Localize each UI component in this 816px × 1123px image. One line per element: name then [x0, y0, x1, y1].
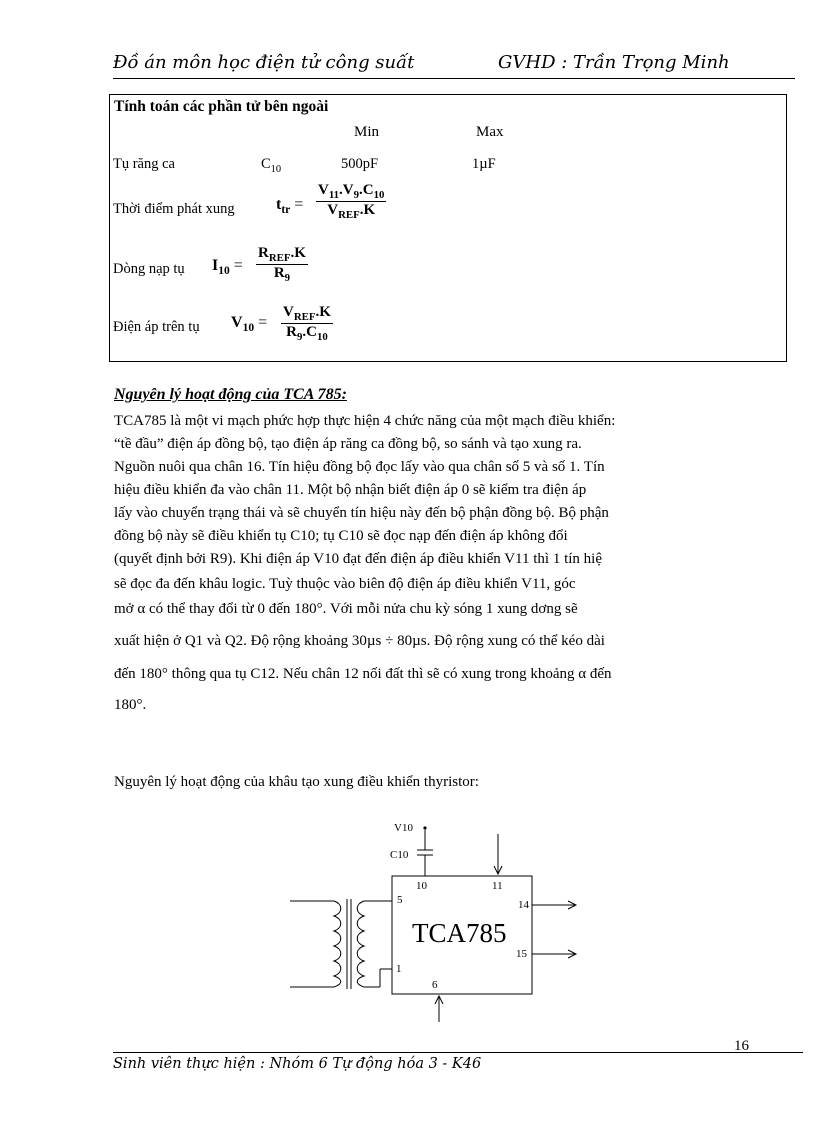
c10-label: C10 [390, 849, 409, 861]
pin-10-label: 10 [416, 880, 427, 892]
pin-14-label: 14 [518, 899, 529, 911]
page-number: 16 [734, 1038, 749, 1054]
trigger-row-label: Thời điểm phát xung [113, 201, 235, 217]
voltage-row-label: Điện áp trên tụ [113, 319, 200, 335]
paragraph-line-4: hiệu điều khiển đa vào chân 11. Một bộ nhận biết điện áp 0 sẽ kiểm tra điện áp [114, 482, 587, 498]
external-components-box [109, 94, 787, 362]
page-header [113, 52, 795, 79]
pin-6-arrowhead [435, 996, 443, 1004]
paragraph-line-8: sẽ đọc đa đến khâu logic. Tuỳ thuộc vào biên độ điện áp điều khiển V11, góc [114, 576, 576, 592]
pin-6-label: 6 [432, 979, 438, 991]
paragraph-line-10: xuất hiện ở Q1 và Q2. Độ rộng khoảng 30µs ÷ 80µs. Độ rộng xung có thể kéo dài [114, 633, 605, 649]
v10-node [423, 826, 426, 829]
header-supervisor: GVHD : Trần Trọng Minh [498, 52, 730, 73]
pin-5-label: 5 [397, 894, 403, 906]
header-course-title: Đồ án môn học điện tử công suất [113, 52, 415, 73]
footer-student-group: Sinh viên thực hiện : Nhóm 6 Tự động hóa 3 - K46 [113, 1056, 482, 1072]
trigger-formula-fraction: $V_{11}.V_9.C_{10}$ $V_{REF}.K$ [318, 182, 385, 221]
chip-body [392, 876, 532, 994]
trigger-formula-lhs: $t_{tr}$ = [276, 196, 304, 217]
capacitor-min-value: 500pF [341, 156, 379, 172]
paragraph-line-5: lấy vào chuyển trạng thái và sẽ chuyển tín hiệu này đến bộ phận đồng bộ. Bộ phận [114, 505, 609, 521]
charge-row-label: Dòng nạp tụ [113, 261, 185, 277]
transformer-secondary-coil [357, 901, 364, 987]
pin-11-label: 11 [492, 880, 503, 892]
min-column-label: Min [354, 124, 380, 140]
box-title: Tính toán các phần tử bên ngoài [114, 98, 329, 115]
voltage-formula-lhs: $V_{10}$ = [231, 314, 268, 335]
pin-14-arrowhead [568, 901, 576, 909]
transformer-primary-coil [334, 901, 341, 987]
capacitor-row-label: Tụ răng ca [113, 156, 175, 172]
section-title: Nguyên lý hoạt động của TCA 785: [114, 386, 347, 403]
pin-1-label: 1 [396, 963, 402, 975]
capacitor-symbol: $C_{10}$ [261, 156, 282, 175]
v10-label: V10 [394, 822, 413, 834]
pin-15-arrowhead [568, 950, 576, 958]
paragraph-line-7: (quyết định bởi R9). Khi điện áp V10 đạt đến điện áp điều khiển V11 thì 1 tín hiệ [114, 551, 602, 567]
chip-label: TCA785 [412, 918, 507, 948]
max-column-label: Max [476, 124, 504, 140]
alpha-symbol: α [137, 601, 146, 617]
voltage-formula-fraction: $V_{REF}.K$ $R_9.C_{10}$ [283, 304, 331, 343]
charge-formula-fraction: $R_{REF}.K$ $R_9$ [258, 245, 306, 284]
paragraph-line-2: “tề đầu” điện áp đồng bộ, tạo điện áp răng ca đồng bộ, so sánh và tạo xung ra. [114, 436, 582, 452]
footer-divider [113, 1052, 803, 1053]
paragraph-line-12: 180°. [114, 697, 147, 713]
paragraph-thyristor-intro: Nguyên lý hoạt động của khâu tạo xung điều khiển thyristor: [114, 774, 479, 790]
paragraph-line-9: mở α có thể thay đổi từ 0 đến 180°. Với mỗi nửa chu kỳ sóng 1 xung dơng sẽ [114, 601, 578, 617]
charge-formula-lhs: $I_{10}$ = [212, 257, 243, 278]
paragraph-line-1: TCA785 là một vi mạch phức hợp thực hiện 4 chức năng của một mạch điều khiển: [114, 413, 616, 429]
paragraph-line-6: đồng bộ này sẽ điều khiển tụ C10; tụ C10 sẽ đọc nạp đến điện áp không đổi [114, 528, 568, 544]
pin-11-arrowhead [494, 866, 502, 874]
paragraph-line-11: đến 180° thông qua tụ C12. Nếu chân 12 nối đất thì sẽ có xung trong khoảng α đến [114, 666, 612, 682]
paragraph-line-3: Nguồn nuôi qua chân 16. Tín hiệu đồng bộ đọc lấy vào qua chân số 5 và số 1. Tín [114, 459, 605, 475]
capacitor-max-value: 1µF [472, 156, 496, 172]
pin-15-label: 15 [516, 948, 527, 960]
